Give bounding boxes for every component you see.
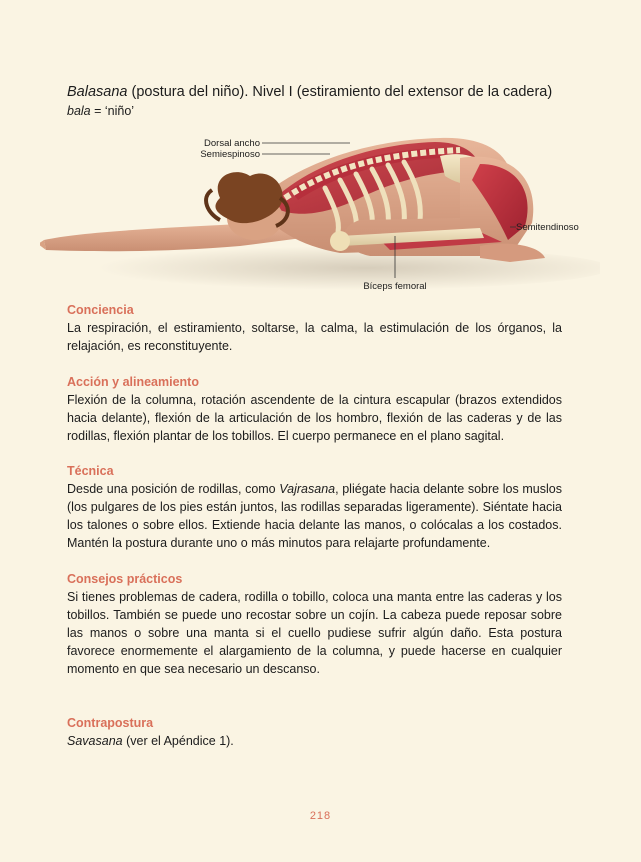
- label-biceps-femoral: Bíceps femoral: [363, 281, 427, 292]
- contrapostura-savasana: Savasana: [67, 734, 123, 748]
- page-title: [67, 83, 607, 102]
- subtitle-translation: [67, 103, 134, 119]
- heading-tecnica: Técnica: [67, 464, 114, 478]
- text-accion-alineamiento: Flexión de la columna, rotación ascendente de la cintura escapular (brazos extendidos hacia delante), flexión de la articulación de los hombro, flexión de las caderas y de las rodillas, flexión plantar de los tobillos. El cuerpo permanece en el plano sagital.: [67, 393, 562, 443]
- subtitle-meaning: = ‘niño’: [90, 104, 135, 118]
- knee-bone: [330, 231, 350, 251]
- text-contrapostura: [67, 732, 562, 750]
- child-pose-anatomy-svg: [40, 128, 600, 298]
- tecnica-text-end: , pliégate hacia delante sobre los muslos (los pulgares de los pies están juntos, las rodillas separadas ligeramente). Siéntate hacia los talones o sobre ellos. Extiende hacia delante las manos, o colócalas a los costados. Mantén la postura durante uno o más minutos para relajarte profundamente.: [67, 482, 562, 550]
- text-tecnica: [67, 480, 562, 552]
- heading-consejos-practicos: Consejos prácticos: [67, 572, 183, 586]
- heading-contrapostura: Contrapostura: [67, 716, 154, 730]
- text-consejos-practicos: Si tienes problemas de cadera, rodilla o tobillo, coloca una manta entre las caderas y los tobillos. También se puede uno recostar sobre un cojín. La cabeza puede reposar sobre las manos o sobre una manta si el cuello pudiese sufrir algún daño. Esta postura favorece enormemente el alargamiento de la columna, y puede hacerse en cualquier momento en que sea necesario un descanso.: [67, 590, 562, 676]
- title-description: (postura del niño). Nivel I (estiramiento del extensor de la cadera): [127, 84, 553, 100]
- subtitle-sanskrit: bala: [67, 104, 91, 118]
- pose-illustration: [40, 128, 600, 298]
- label-dorsal-ancho: Dorsal ancho: [204, 138, 260, 149]
- label-semitendinoso: Semitendinoso: [516, 222, 579, 233]
- title-sanskrit: Balasana: [67, 84, 128, 100]
- tecnica-vajrasana: Vajrasana: [279, 482, 336, 496]
- text-conciencia: La respiración, el estiramiento, soltarse, la calma, la estimulación de los órganos, la relajación, es reconstituyente.: [67, 321, 562, 353]
- heading-conciencia: Conciencia: [67, 303, 134, 317]
- heading-accion-alineamiento: Acción y alineamiento: [67, 375, 199, 389]
- contrapostura-text-end: (ver el Apéndice 1).: [122, 734, 234, 748]
- tecnica-text-start: Desde una posición de rodillas, como: [67, 482, 280, 496]
- page-number: 218: [309, 810, 332, 822]
- label-semiespinoso: Semiespinoso: [200, 149, 260, 160]
